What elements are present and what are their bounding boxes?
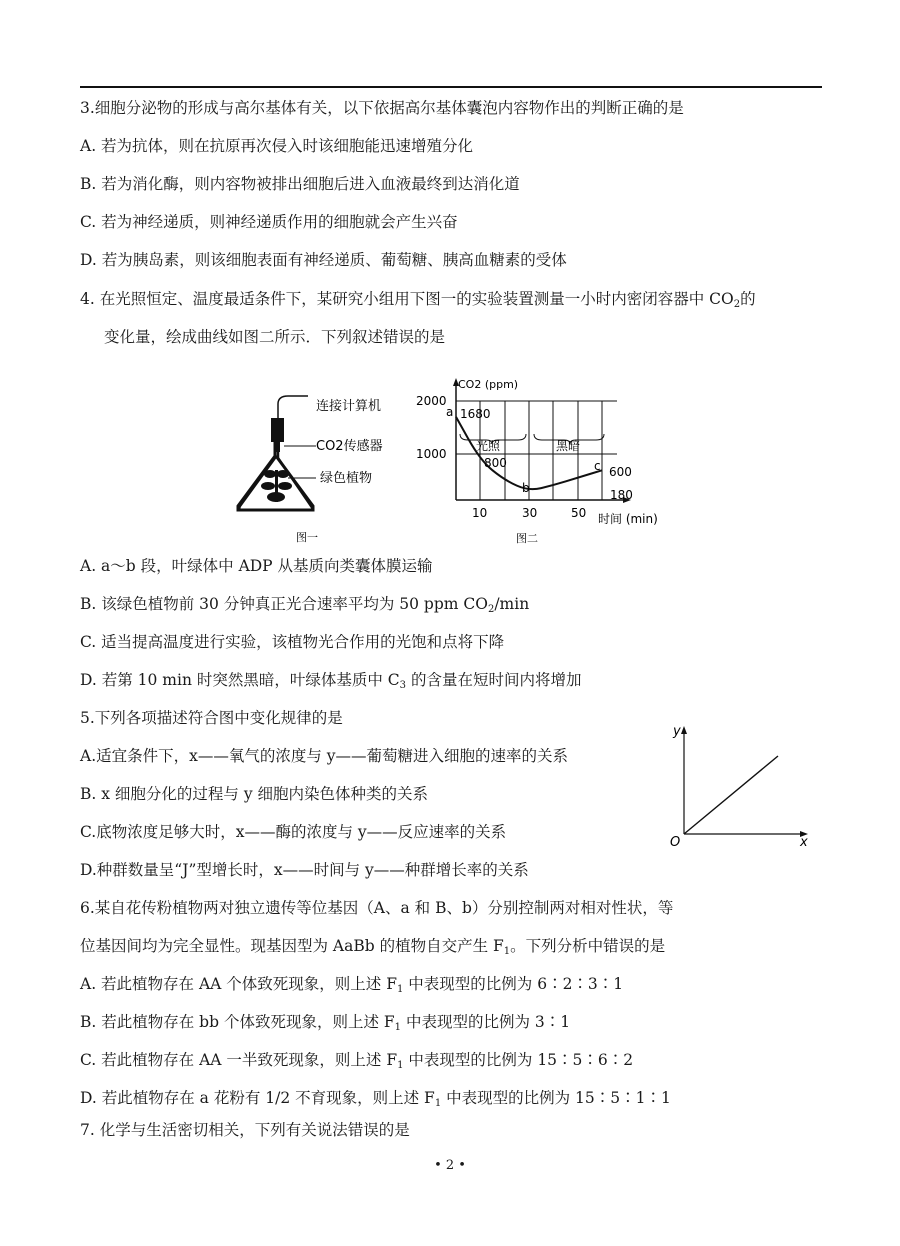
q5-line [684,756,778,834]
q4-option-b: B. 该绿色植物前 30 分钟真正光合速率平均为 50 ppm $CO_2/\min$ [80,595,530,615]
x-tick-30: 30 [522,506,538,520]
cable [278,396,308,418]
q3-stem: 3.细胞分泌物的形成与高尔基体有关，以下依据高尔基体囊泡内容物作出的判断正确的是 [80,99,684,117]
q5-x-label: x [800,835,808,850]
label-sensor: CO2传感器 [316,439,383,454]
q6-option-d: D. 若此植物存在 a 花粉有 1/2 不育现象，则上述 $F_1$ 中表现型的比例为 15∶5∶1∶1 [80,1089,671,1109]
y-tick-1000: 1000 [416,447,447,461]
q6-option-b: B. 若此植物存在 bb 个体致死现象，则上述 $F_1$ 中表现型的比例为 3∶1 [80,1013,571,1033]
q7-stem: 7. 化学与生活密切相关，下列有关说法错误的是 [80,1121,410,1139]
stopper [271,418,284,442]
value-180: 180 [610,488,633,502]
sensor [274,442,280,452]
plant-icon [261,470,292,502]
q4-stem-line2: 变化量，绘成曲线如图二所示．下列叙述错误的是 [104,328,446,346]
q5-option-b: B. x 细胞分化的过程与 y 细胞内染色体种类的关系 [80,785,429,803]
q5-stem: 5.下列各项描述符合图中变化规律的是 [80,709,343,727]
x-tick-50: 50 [571,506,587,520]
q5-option-c: C.底物浓度足够大时，x——酶的浓度与 y——反应速率的关系 [80,823,507,841]
q6-stem-line1: 6.某自花传粉植物两对独立遗传等位基因（A、a 和 B、b）分别控制两对相对性状，等 [80,899,674,917]
label-computer: 连接计算机 [316,399,382,414]
q6-stem-line2: 位基因间均为完全显性。现基因型为 AaBb 的植物自交产生 $F_1$。下列分析中错误的是 [80,937,666,957]
region-light-label: 光照 [476,439,501,453]
figure-2-caption: 图二 [516,532,538,545]
figure-2-co2-chart [412,374,712,546]
q3-option-b: B. 若为消化酶，则内容物被排出细胞后进入血液最终到达消化道 [80,175,520,193]
page-number: • 2 • [434,1158,466,1173]
q5-y-arrow [681,726,687,734]
q4-stem-line1: 4. 在光照恒定、温度最适条件下，某研究小组用下图一的实验装置测量一小时内密闭容器中 $CO_2$的 [80,290,756,310]
q5-origin-label: O [670,835,681,850]
q4-option-a: A. a～b 段，叶绿体中 ADP 从基质向类囊体膜运输 [80,557,433,575]
y-tick-2000: 2000 [416,394,447,408]
q3-option-d: D. 若为胰岛素，则该细胞表面有神经递质、葡萄糖、胰高血糖素的受体 [80,251,567,269]
q3-option-a: A. 若为抗体，则在抗原再次侵入时该细胞能迅速增殖分化 [80,137,474,155]
q5-linear-graph [664,722,814,852]
figure-1-caption: 图一 [296,531,318,544]
value-800: 800 [484,456,507,470]
q3-option-c: C. 若为神经递质，则神经递质作用的细胞就会产生兴奋 [80,213,458,231]
region-dark-label: 黑暗 [556,439,581,453]
point-c-label: c [594,459,601,473]
q5-option-a: A.适宜条件下，x——氧气的浓度与 y——葡萄糖进入细胞的速率的关系 [80,747,569,765]
q6-option-a: A. 若此植物存在 AA 个体致死现象，则上述 $F_1$ 中表现型的比例为 6∶2∶3∶1 [80,975,624,995]
q4-option-d: D. 若第 10 min 时突然黑暗，叶绿体基质中 $C_3$ 的含量在短时间内将增加 [80,671,582,691]
q5-y-label: y [673,724,681,739]
header-rule [80,86,822,88]
label-plant: 绿色植物 [320,471,373,486]
figure-1-apparatus [228,378,408,548]
point-a-label: a [446,405,454,419]
value-1680: 1680 [460,407,491,421]
point-b-label: b [522,481,530,495]
q5-option-d: D.种群数量呈“J”型增长时，x——时间与 y——种群增长率的关系 [80,861,529,879]
value-600: 600 [609,465,632,479]
q6-option-c: C. 若此植物存在 AA 一半致死现象，则上述 $F_1$ 中表现型的比例为 15∶5∶6∶2 [80,1051,634,1071]
y-axis-label: CO2 (ppm) [458,378,519,391]
q4-option-c: C. 适当提高温度进行实验，该植物光合作用的光饱和点将下降 [80,633,505,651]
x-axis-label: 时间 (min) [598,512,658,526]
x-tick-10: 10 [472,506,488,520]
